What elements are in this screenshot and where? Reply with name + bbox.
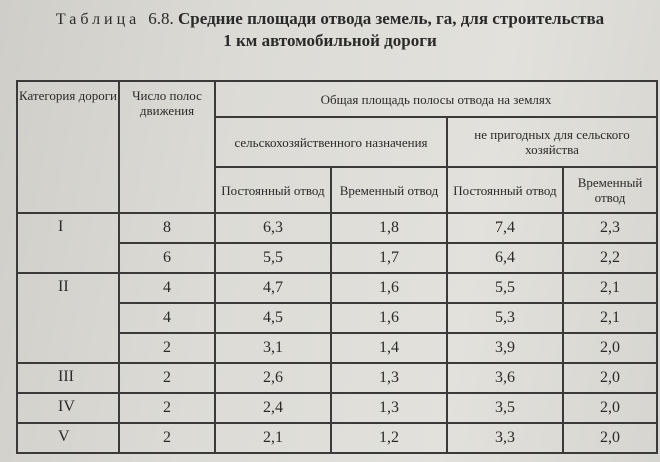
lanes-cell: 2	[119, 333, 215, 363]
table-row	[17, 423, 657, 453]
non-temporary-cell: 2,1	[563, 273, 657, 303]
agr-permanent-cell: 4,5	[215, 303, 331, 333]
table-caption	[0, 8, 660, 51]
agr-permanent-cell: 2,1	[215, 423, 331, 453]
non-permanent-cell: 6,4	[447, 243, 563, 273]
lanes-cell: 6	[119, 243, 215, 273]
header-non-agricultural: не пригодных для сельского хозяйства	[447, 117, 657, 167]
table-row	[17, 393, 657, 423]
category-cell: V	[17, 423, 119, 453]
non-permanent-cell: 3,3	[447, 423, 563, 453]
header-non-temporary: Временный отвод	[563, 167, 657, 213]
non-temporary-cell: 2,0	[563, 423, 657, 453]
agr-permanent-cell: 2,6	[215, 363, 331, 393]
non-permanent-cell: 5,5	[447, 273, 563, 303]
non-permanent-cell: 3,6	[447, 363, 563, 393]
header-category: Категория дороги	[17, 81, 119, 213]
caption-title-line2: 1 км автомобильной дороги	[223, 31, 437, 50]
category-cell: III	[17, 363, 119, 393]
non-permanent-cell: 3,9	[447, 333, 563, 363]
table-row	[17, 213, 657, 243]
non-permanent-cell: 3,5	[447, 393, 563, 423]
header-agricultural: сельскохозяйственного назначения	[215, 117, 447, 167]
agr-temporary-cell: 1,3	[331, 393, 447, 423]
lanes-cell: 4	[119, 273, 215, 303]
non-permanent-cell: 5,3	[447, 303, 563, 333]
lanes-cell: 2	[119, 393, 215, 423]
non-temporary-cell: 2,3	[563, 213, 657, 243]
agr-temporary-cell: 1,6	[331, 273, 447, 303]
caption-number: 6.8.	[148, 9, 174, 28]
header-agr-permanent: Постоянный отвод	[215, 167, 331, 213]
header-total-area: Общая площадь полосы отвода на землях	[215, 81, 657, 117]
agr-temporary-cell: 1,4	[331, 333, 447, 363]
agr-permanent-cell: 2,4	[215, 393, 331, 423]
non-permanent-cell: 7,4	[447, 213, 563, 243]
non-temporary-cell: 2,2	[563, 243, 657, 273]
agr-temporary-cell: 1,7	[331, 243, 447, 273]
category-cell: IV	[17, 393, 119, 423]
agr-permanent-cell: 6,3	[215, 213, 331, 243]
caption-prefix: Таблица	[55, 11, 141, 28]
agr-permanent-cell: 4,7	[215, 273, 331, 303]
header-agr-temporary: Временный отвод	[331, 167, 447, 213]
non-temporary-cell: 2,1	[563, 303, 657, 333]
lanes-cell: 2	[119, 363, 215, 393]
non-temporary-cell: 2,0	[563, 363, 657, 393]
header-non-permanent: Постоянный отвод	[447, 167, 563, 213]
agr-permanent-cell: 3,1	[215, 333, 331, 363]
agr-temporary-cell: 1,2	[331, 423, 447, 453]
lanes-cell: 2	[119, 423, 215, 453]
non-temporary-cell: 2,0	[563, 393, 657, 423]
non-temporary-cell: 2,0	[563, 333, 657, 363]
table-row	[17, 273, 657, 303]
table-row	[17, 363, 657, 393]
agr-temporary-cell: 1,3	[331, 363, 447, 393]
category-cell: II	[17, 273, 119, 363]
land-allotment-table	[16, 80, 658, 454]
agr-temporary-cell: 1,8	[331, 213, 447, 243]
caption-title-line1: Средние площади отвода земель, га, для строительства	[178, 9, 605, 28]
agr-permanent-cell: 5,5	[215, 243, 331, 273]
lanes-cell: 8	[119, 213, 215, 243]
header-lanes: Число полос движения	[119, 81, 215, 213]
agr-temporary-cell: 1,6	[331, 303, 447, 333]
category-cell: I	[17, 213, 119, 273]
lanes-cell: 4	[119, 303, 215, 333]
